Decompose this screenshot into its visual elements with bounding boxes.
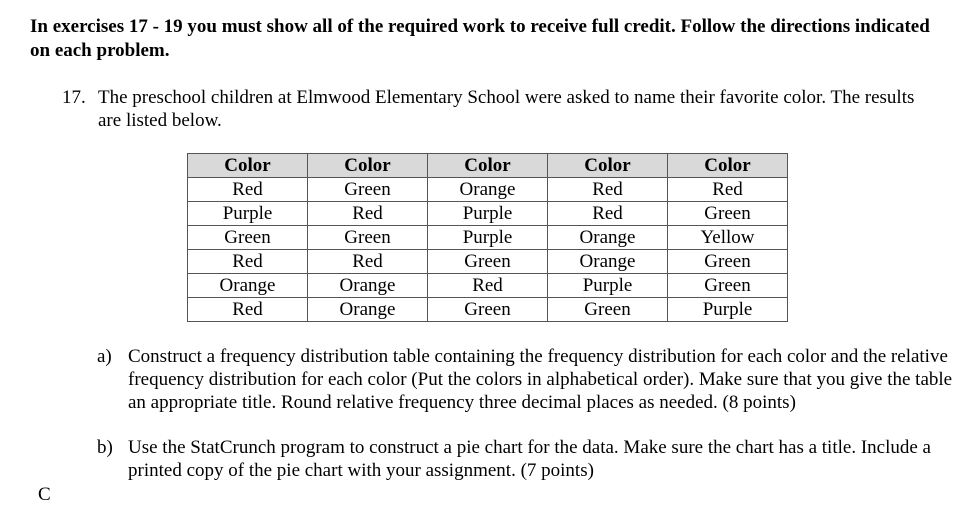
- table-cell: Orange: [548, 250, 668, 274]
- table-cell: Green: [188, 226, 308, 250]
- part-a: [97, 345, 957, 414]
- table-row: [188, 250, 788, 274]
- table-cell: Orange: [548, 226, 668, 250]
- problem-17: [62, 86, 942, 132]
- table-cell: Red: [188, 178, 308, 202]
- table-cell: Green: [428, 250, 548, 274]
- table-cell: Purple: [548, 274, 668, 298]
- problem-number: 17.: [62, 87, 86, 108]
- color-data-table: [187, 153, 788, 322]
- table-cell: Yellow: [668, 226, 788, 250]
- table-row: [188, 178, 788, 202]
- part-b: [97, 436, 957, 482]
- table-cell: Green: [668, 202, 788, 226]
- table-row: [188, 226, 788, 250]
- column-header: Color: [428, 154, 548, 178]
- table-cell: Green: [308, 226, 428, 250]
- column-header: Color: [668, 154, 788, 178]
- table-cell: Green: [308, 178, 428, 202]
- part-label: b): [97, 437, 113, 458]
- instructions-heading: In exercises 17 - 19 you must show all of the required work to receive full credit. Follow the directions indicated on each problem.: [30, 16, 930, 61]
- table-cell: Red: [308, 202, 428, 226]
- table-header-row: [188, 154, 788, 178]
- table-cell: Orange: [188, 274, 308, 298]
- part-text: Construct a frequency distribution table containing the frequency distribution for each color and the relative frequency distribution for each color (Put the colors in alphabetical order). Make sure that you give the table an appropriate title. Round relative frequency three decimal places as needed. (8 points): [128, 346, 953, 413]
- problem-text: The preschool children at Elmwood Elementary School were asked to name their favorite color. The results are listed below.: [98, 87, 915, 131]
- table-row: [188, 202, 788, 226]
- table-cell: Red: [548, 202, 668, 226]
- table-cell: Green: [548, 298, 668, 322]
- table-cell: Purple: [428, 226, 548, 250]
- table-cell: Orange: [308, 298, 428, 322]
- table-cell: Orange: [308, 274, 428, 298]
- table-row: [188, 274, 788, 298]
- table-cell: Red: [548, 178, 668, 202]
- column-header: Color: [548, 154, 668, 178]
- table-cell: Red: [188, 250, 308, 274]
- table-cell: Orange: [428, 178, 548, 202]
- table-cell: Red: [188, 298, 308, 322]
- table-cell: Purple: [668, 298, 788, 322]
- table-cell: Purple: [188, 202, 308, 226]
- table-cell: Green: [428, 298, 548, 322]
- column-header: Color: [188, 154, 308, 178]
- table-cell: Red: [668, 178, 788, 202]
- table-cell: Purple: [428, 202, 548, 226]
- column-header: Color: [308, 154, 428, 178]
- table-cell: Green: [668, 250, 788, 274]
- table-cell: Red: [428, 274, 548, 298]
- table-cell: Green: [668, 274, 788, 298]
- part-label: a): [97, 346, 112, 367]
- cutoff-text: C: [38, 484, 51, 505]
- table-cell: Red: [308, 250, 428, 274]
- table-row: [188, 298, 788, 322]
- part-text: Use the StatCrunch program to construct a pie chart for the data. Make sure the chart has a title. Include a printed copy of the pie chart with your assignment. (7 points): [128, 437, 931, 481]
